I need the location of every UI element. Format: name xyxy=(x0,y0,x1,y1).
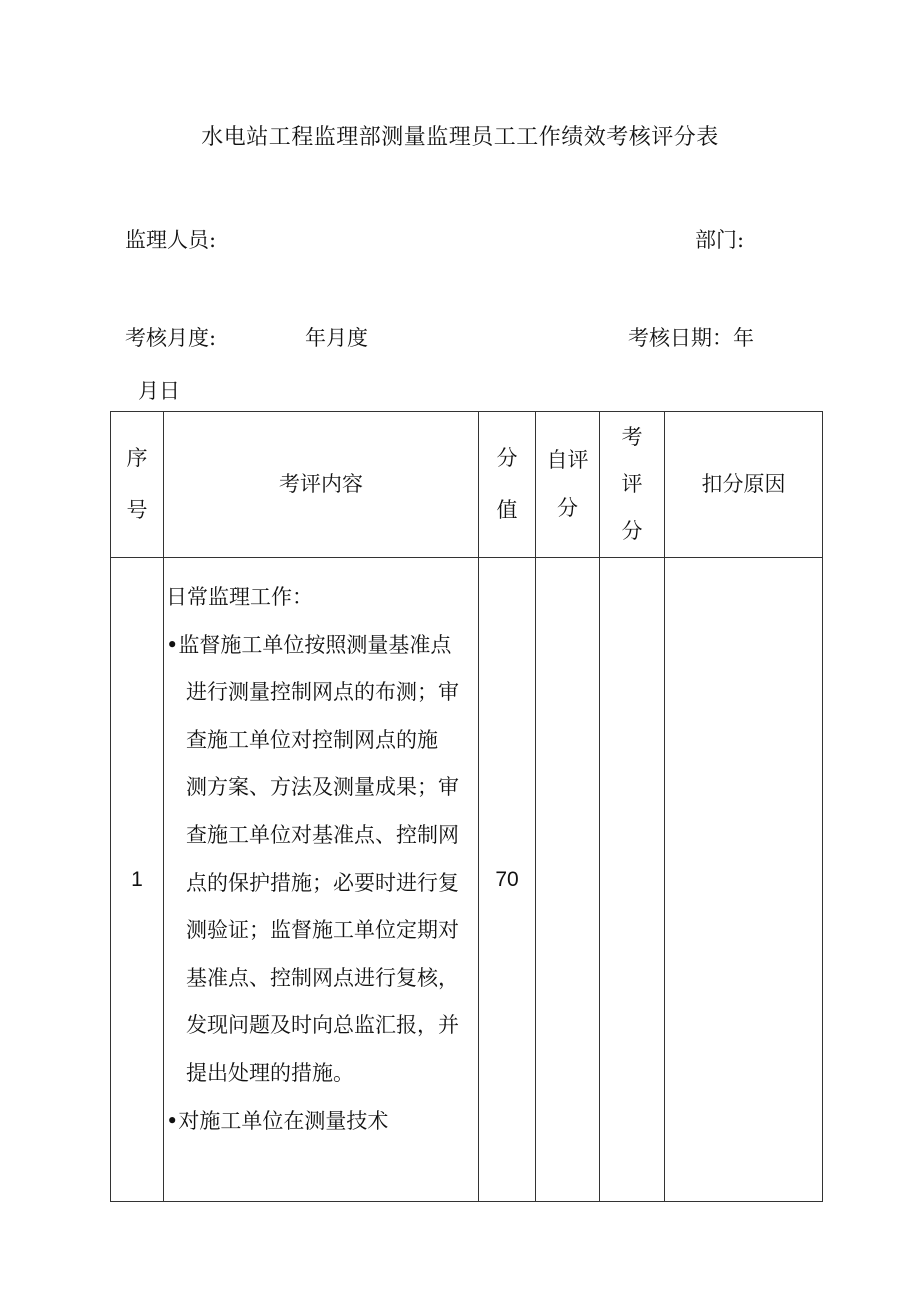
content-line: 查施工单位对基准点、控制网 xyxy=(186,822,459,847)
content-line: 测方案、方法及测量成果；审 xyxy=(186,775,459,800)
page-title: 水电站工程监理部测量监理员工工作绩效考核评分表 xyxy=(201,125,719,150)
table-row xyxy=(111,558,823,1202)
header-seq xyxy=(111,412,164,558)
header-self-2: 分 xyxy=(557,495,578,520)
header-eval-1: 考 xyxy=(621,424,643,449)
header-eval-3: 分 xyxy=(621,519,643,544)
content-line: 提出处理的措施。 xyxy=(186,1060,354,1085)
score-table xyxy=(110,411,823,1202)
row-eval-score-cell[interactable] xyxy=(600,558,665,1202)
assessment-date-label: 考核日期：年 xyxy=(628,326,754,350)
row-content xyxy=(164,558,479,1202)
header-deduction-reason: 扣分原因 xyxy=(665,412,823,558)
row-deduction-reason-cell[interactable] xyxy=(665,558,823,1202)
content-line: 测验证；监督施工单位定期对 xyxy=(186,918,459,943)
content-line: 基准点、控制网点进行复核， xyxy=(186,965,459,990)
header-eval-score xyxy=(600,412,665,558)
header-content: 考评内容 xyxy=(164,412,479,558)
header-seq-1: 序 xyxy=(126,446,148,471)
header-eval-2: 评 xyxy=(621,471,643,496)
content-line: 查施工单位对控制网点的施 xyxy=(186,727,438,752)
header-seq-2: 号 xyxy=(126,497,148,522)
content-line: 进行测量控制网点的布测；审 xyxy=(186,680,459,705)
content-line: 点的保护措施；必要时进行复 xyxy=(186,870,459,895)
inspector-label: 监理人员: xyxy=(125,228,217,252)
header-score-1: 分 xyxy=(496,446,518,471)
header-score xyxy=(479,412,536,558)
row-score: 70 xyxy=(479,558,536,1202)
header-score-2: 值 xyxy=(496,497,518,522)
row-seq: 1 xyxy=(111,558,164,1202)
assessment-date-cont: 月日 xyxy=(138,379,180,403)
content-line: 日常监理工作： xyxy=(166,585,313,609)
assessment-month-label: 考核月度: xyxy=(125,326,217,350)
row-self-score-cell[interactable] xyxy=(536,558,600,1202)
content-line: •对施工单位在测量技术 xyxy=(166,1108,389,1133)
assessment-month-value: 年月度 xyxy=(305,326,368,350)
content-line: 发现问题及时向总监汇报，并 xyxy=(186,1013,459,1038)
content-line: •监督施工单位按照测量基准点 xyxy=(166,632,452,657)
department-label: 部门: xyxy=(695,228,745,252)
header-self-score xyxy=(536,412,600,558)
header-self-1: 自评 xyxy=(546,448,589,473)
table-header-row xyxy=(111,412,823,558)
